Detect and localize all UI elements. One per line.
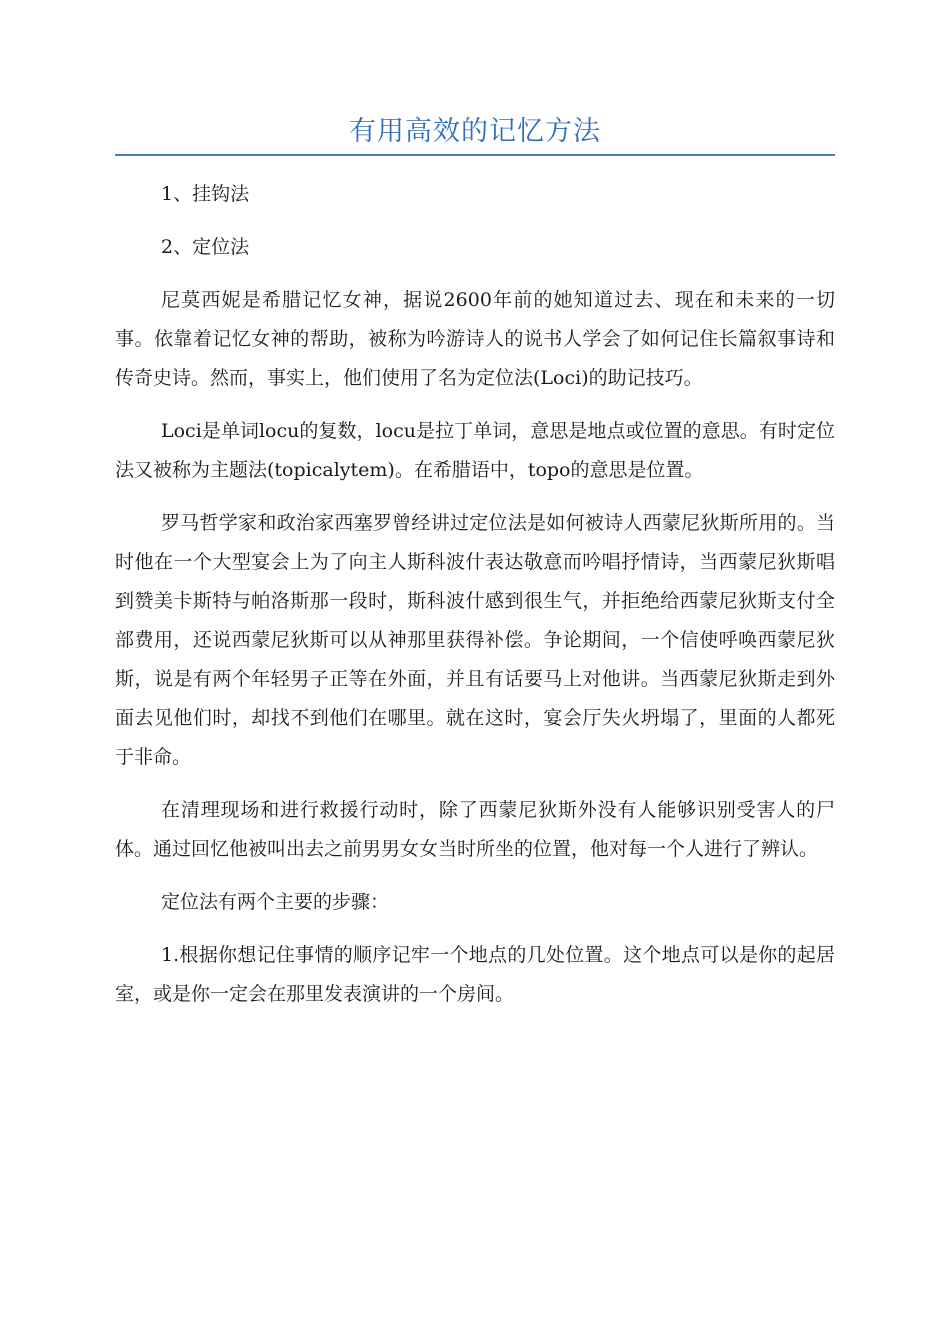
paragraph-mnemosyne: 尼莫西妮是希腊记忆女神，据说2600年前的她知道过去、现在和未来的一切事。依靠着记忆女神的帮助，被称为吟游诗人的说书人学会了如何记住长篇叙事诗和传奇史诗。然而，事实上，他们使用了名为定位法(Loci)的助记技巧。: [115, 289, 835, 389]
paragraph-loci-definition: Loci是单词locu的复数，locu是拉丁单词，意思是地点或位置的意思。有时定位法又被称为主题法(topicalytem)。在希腊语中，topo的意思是位置。: [115, 420, 835, 481]
paragraph-identification: 在清理现场和进行救援行动时，除了西蒙尼狄斯外没有人能够识别受害人的尸体。通过回忆他被叫出去之前男男女女当时所坐的位置，他对每一个人进行了辨认。: [115, 799, 835, 860]
paragraph-step-one: 1.根据你想记住事情的顺序记牢一个地点的几处位置。这个地点可以是你的起居室，或是你一定会在那里发表演讲的一个房间。: [115, 944, 835, 1005]
paragraph-steps-intro: 定位法有两个主要的步骤：: [161, 891, 390, 913]
document-body: [115, 175, 835, 1028]
list-item-hook-method: 1、挂钩法: [161, 183, 250, 205]
paragraph-simonides-story: 罗马哲学家和政治家西塞罗曾经讲过定位法是如何被诗人西蒙尼狄斯所用的。当时他在一个大型宴会上为了向主人斯科波什表达敬意而吟唱抒情诗，当西蒙尼狄斯唱到赞美卡斯特与帕洛斯那一段时，斯科波什感到很生气，并拒绝给西蒙尼狄斯支付全部费用，还说西蒙尼狄斯可以从神那里获得补偿。争论期间，一个信使呼唤西蒙尼狄斯，说是有两个年轻男子正等在外面，并且有话要马上对他讲。当西蒙尼狄斯走到外面去见他们时，却找不到他们在哪里。就在这时，宴会厅失火坍塌了，里面的人都死于非命。: [115, 512, 835, 768]
list-item-loci-method: 2、定位法: [161, 236, 250, 258]
title-underline: [115, 154, 835, 156]
page-title: 有用高效的记忆方法: [349, 116, 601, 147]
